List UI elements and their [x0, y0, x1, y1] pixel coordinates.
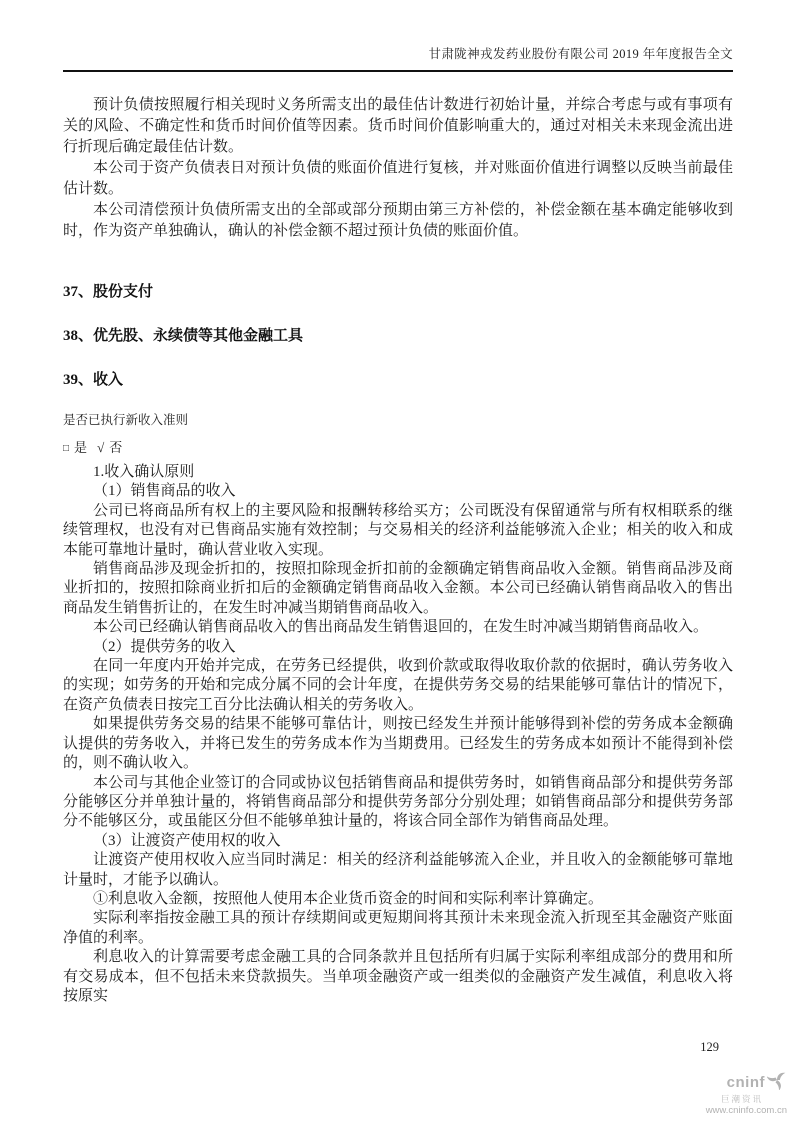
checkbox-unchecked-icon: □: [63, 443, 70, 454]
paragraph: 销售商品涉及现金折扣的，按照扣除现金折扣前的金额确定销售商品收入金额。销售商品涉及商业折扣的，按照扣除商业折扣后的金额确定销售商品收入金额。本公司已经确认销售商品收入的售出商品发生销售折让的，在发生时冲减当期销售商品收入。: [63, 561, 733, 616]
paragraph: （1）销售商品的收入: [93, 483, 236, 500]
report-body: [63, 95, 733, 1006]
option-no-label: 否: [109, 440, 123, 455]
cninfo-watermark: [706, 1070, 787, 1116]
paragraph: ①利息收入金额，按照他人使用本企业货币资金的时间和实际利率计算确定。: [93, 890, 604, 907]
section-heading-37: 37、股份支付: [63, 284, 154, 300]
paragraph: 让渡资产使用权收入应当同时满足：相关的经济利益能够流入企业，并且收入的金额能够可靠地计量时，才能予以确认。: [63, 852, 733, 888]
report-header-title: 甘肃陇神戎发药业股份有限公司 2019 年年度报告全文: [428, 47, 733, 61]
option-yes-label: 是: [74, 440, 88, 455]
paragraph: 公司已将商品所有权上的主要风险和报酬转移给买方；公司既没有保留通常与所有权相联系的继续管理权，也没有对已售商品实施有效控制；与交易相关的经济利益能够流入企业；相关的收入和成本能可靠地计量时，确认营业收入实现。: [63, 502, 733, 558]
paragraph: 本公司与其他企业签订的合同或协议包括销售商品和提供劳务时，如销售商品部分和提供劳务部分能够区分并单独计量的，将销售商品部分和提供劳务部分分别处理；如销售商品部分和提供劳务部分不能够区分，或虽能区分但不能够单独计量的，将该合同全部作为销售商品处理。: [63, 774, 733, 830]
check-mark-icon: √: [97, 440, 105, 455]
paragraph: 本公司清偿预计负债所需支出的全部或部分预期由第三方补偿的，补偿金额在基本确定能够收到时，作为资产单独确认，确认的补偿金额不超过预计负债的账面价值。: [63, 202, 733, 239]
paragraph: 本公司于资产负债表日对预计负债的账面价值进行复核，并对账面价值进行调整以反映当前最佳估计数。: [63, 160, 733, 197]
cninfo-brand-text: cninf: [726, 1074, 765, 1091]
cninfo-swirl-icon: [767, 1070, 787, 1095]
new-revenue-standard-answer: [63, 439, 733, 457]
section-heading-39: 39、收入: [63, 372, 124, 388]
cninfo-brand-row: [706, 1070, 787, 1095]
paragraph: （3）让渡资产使用权的收入: [93, 832, 281, 849]
paragraph: 本公司已经确认销售商品收入的售出商品发生销售退回的，在发生时冲减当期销售商品收入。: [93, 619, 709, 636]
paragraph: 利息收入的计算需要考虑金融工具的合同条款并且包括所有归属于实际利率组成部分的费用和所有交易成本，但不包括未来贷款损失。当单项金融资产或一组类似的金融资产发生减值，利息收入将按原实: [63, 949, 733, 1004]
revenue-section-body: [63, 463, 733, 1006]
report-header: [63, 46, 733, 72]
paragraph: 实际利率指按金融工具的预计存续期间或更短期间将其预计未来现金流入折现至其金融资产账面净值的利率。: [63, 910, 733, 946]
cninfo-chinese-name: 巨潮资讯: [720, 1094, 763, 1104]
paragraph: 如果提供劳务交易的结果不能够可靠估计，则按已经发生并预计能够得到补偿的劳务成本金额确认提供的劳务收入，并将已发生的劳务成本作为当期费用。已经发生的劳务成本如预计不能得到补偿的，则不确认收入。: [63, 716, 733, 772]
paragraph: 在同一年度内开始并完成，在劳务已经提供，收到价款或取得收取价款的依据时，确认劳务收入的实现；如劳务的开始和完成分属不同的会计年度，在提供劳务交易的结果能够可靠估计的情况下，在资产负债表日按完工百分比法确认相关的劳务收入。: [63, 658, 733, 713]
section-heading-38: 38、优先股、永续债等其他金融工具: [63, 328, 304, 344]
paragraph: 1.收入确认原则: [93, 464, 195, 480]
page-number: 129: [700, 1040, 719, 1054]
cninfo-url: www.cninfo.com.cn: [705, 1105, 787, 1116]
paragraph: （2）提供劳务的收入: [93, 638, 236, 655]
new-revenue-standard-question: 是否已执行新收入准则: [63, 413, 189, 427]
paragraph: 预计负债按照履行相关现时义务所需支出的最佳估计数进行初始计量，并综合考虑与或有事项有关的风险、不确定性和货币时间价值等因素。货币时间价值影响重大的，通过对相关未来现金流出进行折现后确定最佳估计数。: [63, 97, 733, 155]
